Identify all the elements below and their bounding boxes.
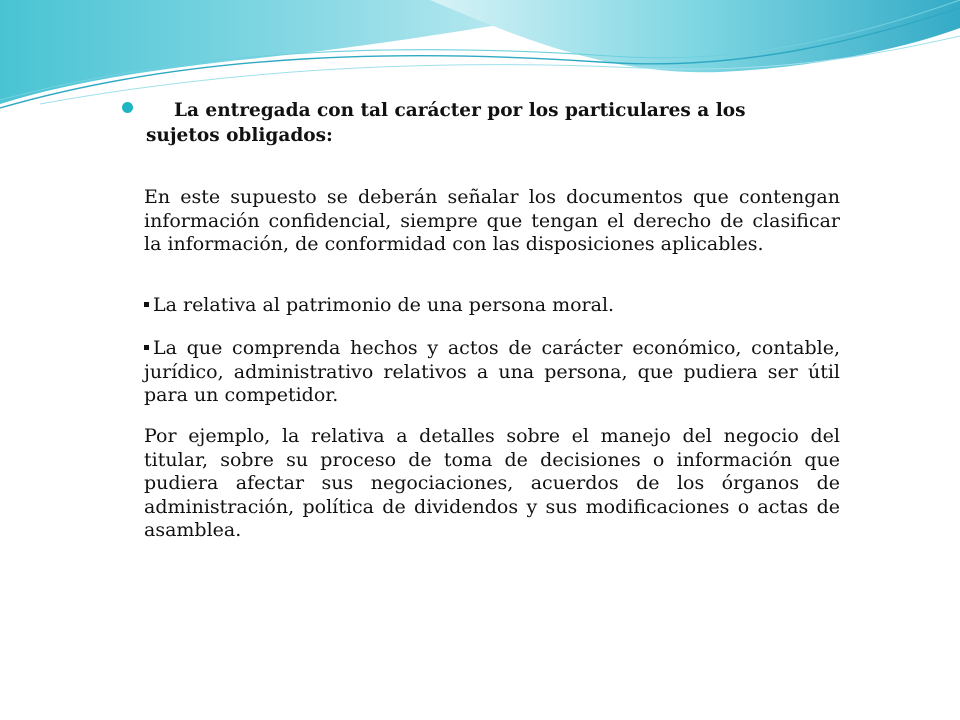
paragraph-2 bbox=[144, 294, 840, 318]
heading: La entregada con tal carácter por los particulares a los sujetos obligados: bbox=[146, 100, 746, 146]
wave-right bbox=[430, 0, 960, 72]
paragraph-3 bbox=[144, 337, 840, 408]
paragraph-2-text: La relativa al patrimonio de una persona moral. bbox=[153, 294, 615, 316]
paragraph-1 bbox=[144, 186, 840, 257]
paragraph-3-text: La que comprenda hechos y actos de carácter económico, contable, jurídico, administrativo relativos a una persona, que pudiera ser útil para un competidor. bbox=[144, 337, 840, 406]
square-bullet-icon bbox=[144, 302, 149, 307]
square-bullet-icon bbox=[144, 345, 149, 350]
bullet-dot-icon bbox=[122, 102, 133, 113]
paragraph-4 bbox=[144, 425, 840, 543]
paragraph-4-text: Por ejemplo, la relativa a detalles sobre el manejo del negocio del titular, sobre su proceso de toma de decisiones o información que pudiera afectar sus negociaciones, acuerdos de los órganos de administración, política de dividendos y sus modificaciones o actas de asamblea. bbox=[144, 425, 840, 541]
paragraph-1-text: En este supuesto se deberán señalar los documentos que contengan información confidencial, siempre que tengan el derecho de clasificar la información, de conformidad con las disposiciones aplicables. bbox=[144, 186, 840, 255]
